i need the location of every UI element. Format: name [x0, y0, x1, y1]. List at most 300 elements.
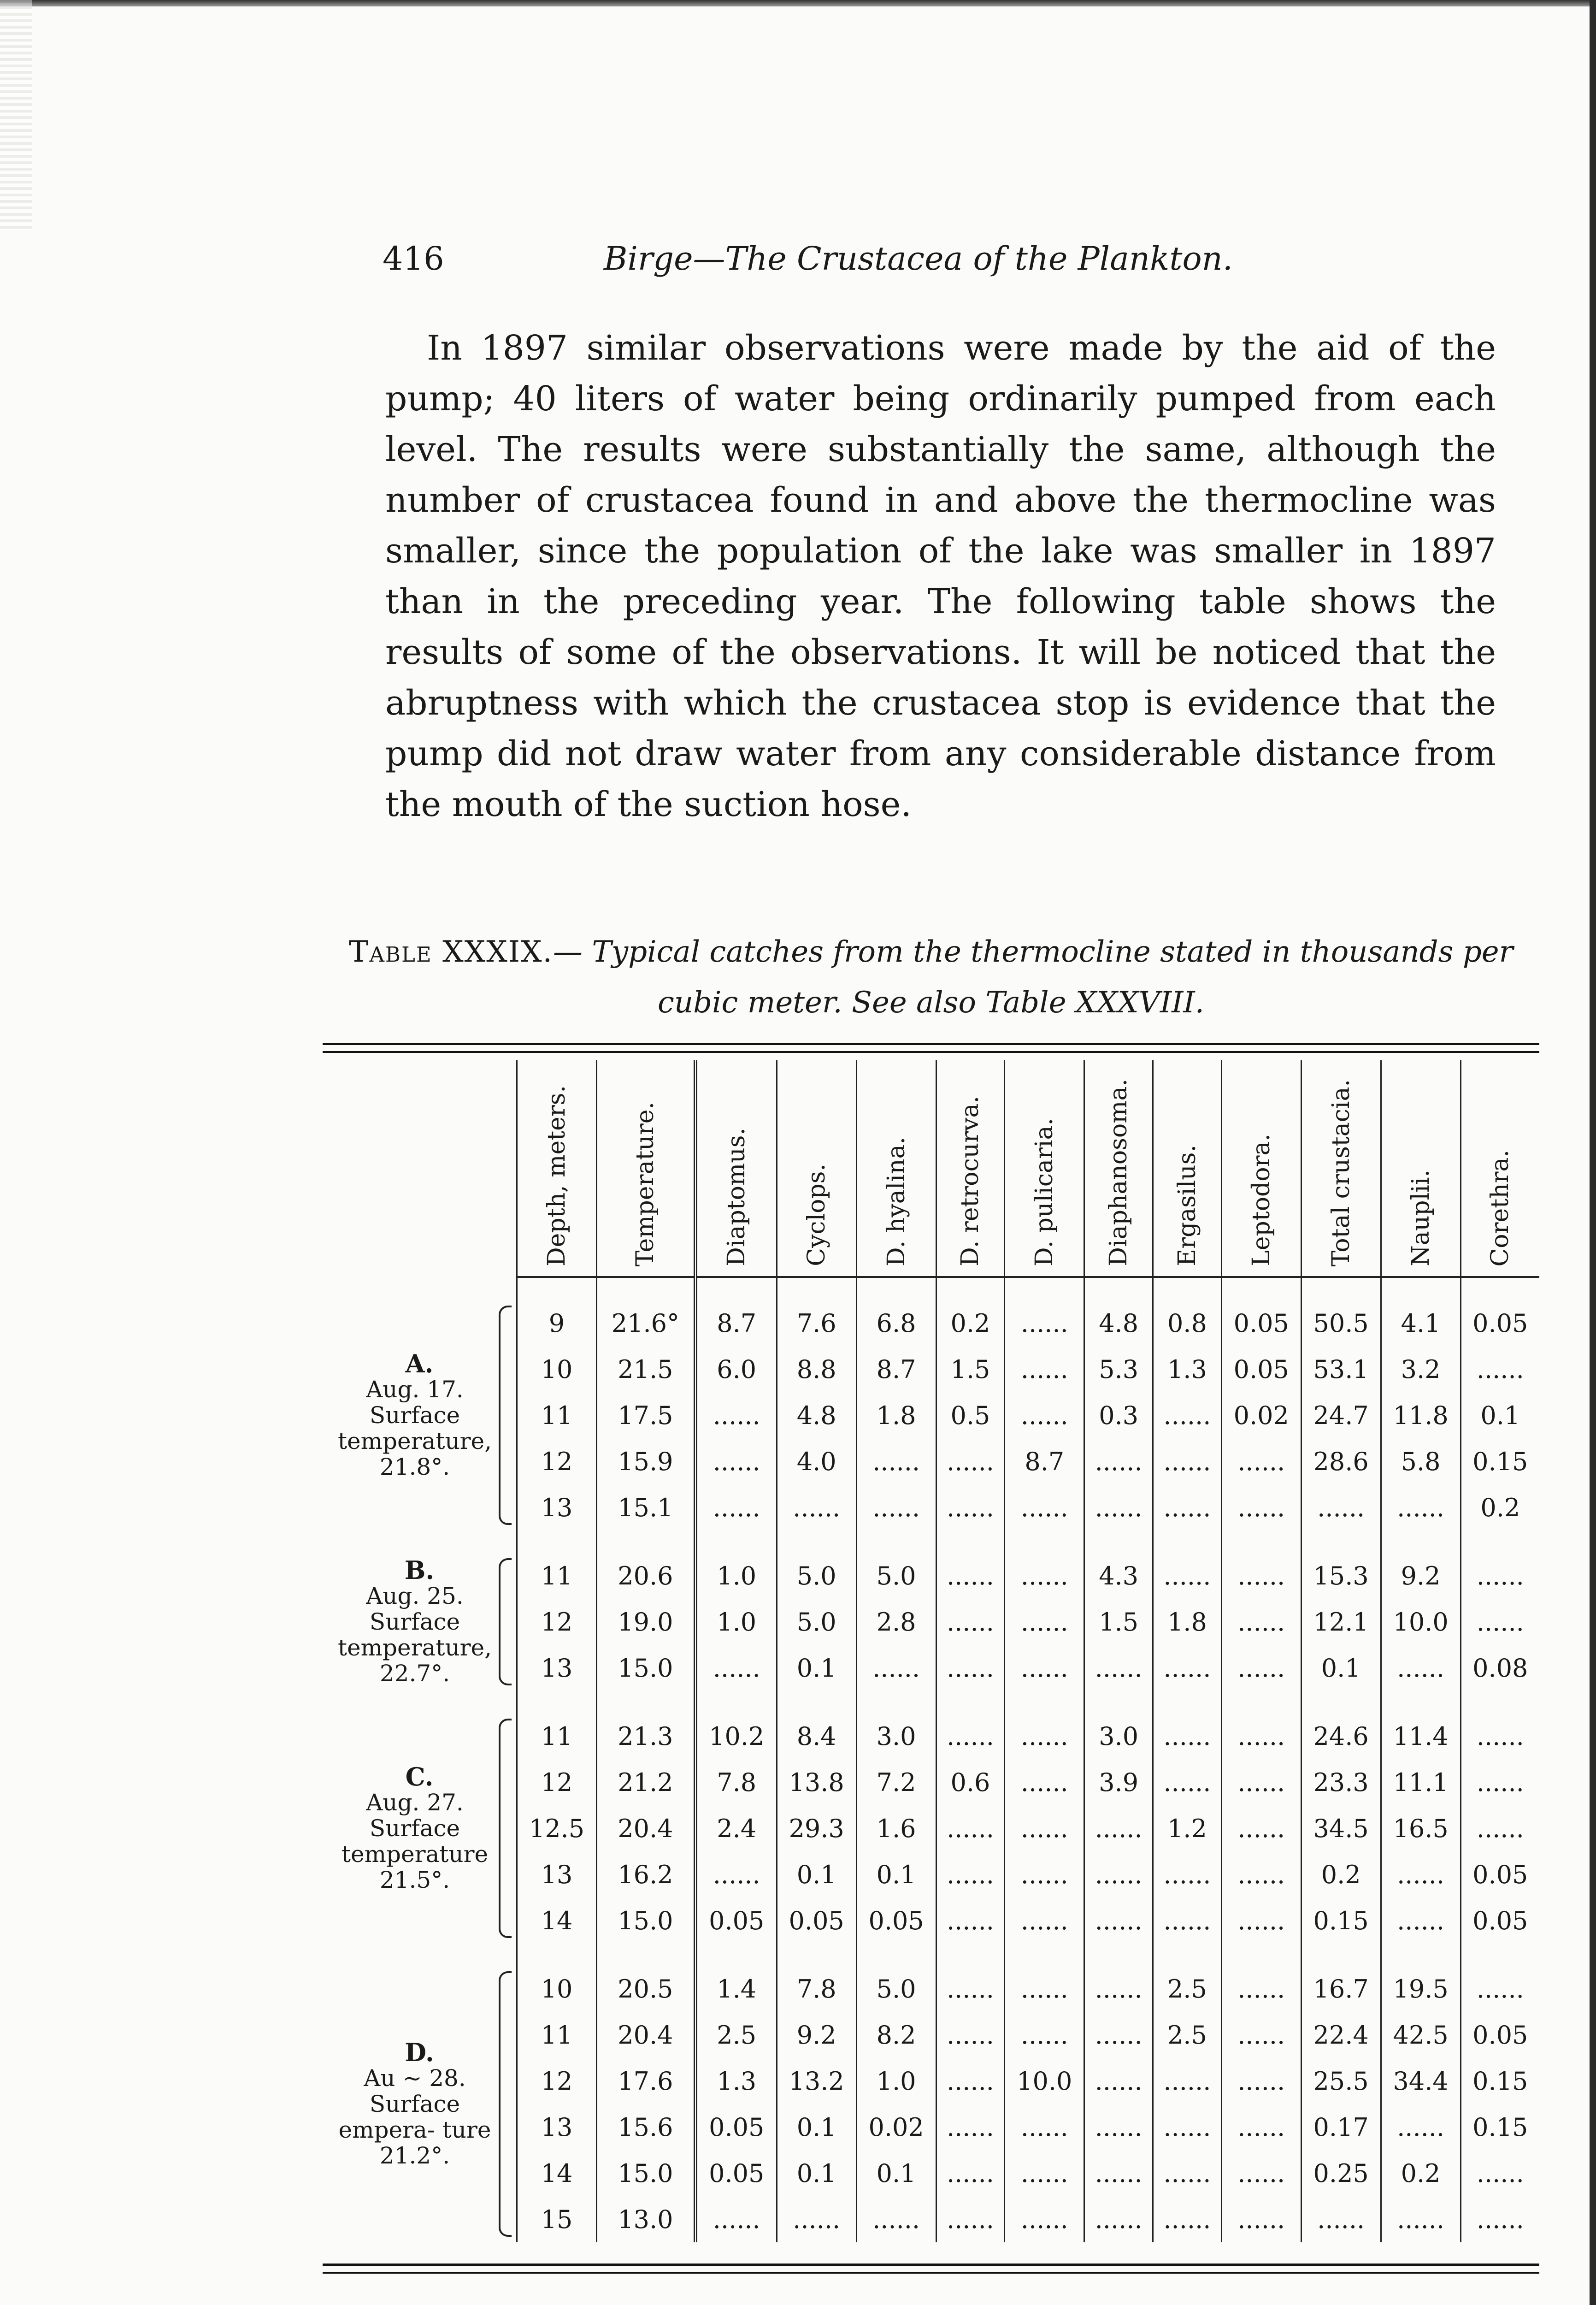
table-cell: ......: [1153, 1897, 1222, 1944]
table-cell: ......: [777, 1484, 856, 1531]
table-cell: ......: [1221, 1553, 1301, 1599]
table-cell: 12: [517, 1759, 597, 1805]
table-cell: ......: [1153, 1484, 1222, 1531]
table-cell: 0.1: [777, 2104, 856, 2150]
table-cell: ......: [936, 1645, 1005, 1691]
column-header-label: D. pulicaria.: [1031, 1117, 1059, 1266]
table-cell: ......: [1381, 2196, 1461, 2242]
table-cell: 0.1: [777, 1645, 856, 1691]
table-cell: ......: [1221, 2012, 1301, 2058]
caption-line2: cubic meter. See also Table XXXVIII.: [658, 986, 1204, 1020]
table-cell: 21.6°: [596, 1300, 695, 1346]
table-cell: 8.2: [856, 2012, 936, 2058]
table-cell: 12.1: [1301, 1599, 1381, 1645]
running-head: [383, 240, 1304, 281]
table-cell: ......: [936, 1851, 1005, 1897]
table-cell: 16.5: [1381, 1805, 1461, 1851]
table-cell: ......: [695, 1438, 777, 1484]
table-cell: ......: [936, 2150, 1005, 2196]
table-cell: ......: [1005, 2150, 1084, 2196]
table-cell: 10: [517, 1346, 597, 1392]
group-description: Au ~ 28. Surface empera- ture 21.2°.: [338, 2065, 491, 2169]
table-cell: ......: [695, 1484, 777, 1531]
scan-edge-left: [0, 0, 32, 230]
table-cell: 24.6: [1301, 1713, 1381, 1759]
group-label: [323, 1300, 517, 1531]
table-cell: 3.2: [1381, 1346, 1461, 1392]
table-cell: 20.6: [596, 1553, 695, 1599]
table-cell: 20.4: [596, 2012, 695, 2058]
table-cell: 8.4: [777, 1713, 856, 1759]
table-cell: 15.3: [1301, 1553, 1381, 1599]
column-header: [596, 1060, 695, 1277]
table-cell: 13: [517, 1645, 597, 1691]
table-cell: 13.8: [777, 1759, 856, 1805]
table-cell: 7.8: [777, 1966, 856, 2012]
table-cell: 1.3: [695, 2058, 777, 2104]
brace-icon: [499, 1719, 512, 1938]
table-cell: 15.0: [596, 1897, 695, 1944]
table-cell: ......: [1221, 2104, 1301, 2150]
table-cell: ......: [1221, 1484, 1301, 1531]
table-cell: ......: [695, 1645, 777, 1691]
table-cell: ......: [1084, 1484, 1153, 1531]
table-cell: 34.5: [1301, 1805, 1381, 1851]
table-cell: ......: [1221, 2058, 1301, 2104]
column-header-label: Total crustacia.: [1327, 1079, 1355, 1266]
table-cell: 0.05: [1461, 1897, 1539, 1944]
column-header: [1221, 1060, 1301, 1277]
table-cell: ......: [1084, 1966, 1153, 2012]
table-cell: 13.0: [596, 2196, 695, 2242]
table-cell: 7.6: [777, 1300, 856, 1346]
table-cell: ......: [1381, 1484, 1461, 1531]
table-cell: 1.2: [1153, 1805, 1222, 1851]
column-header-label: Corethra.: [1486, 1149, 1514, 1266]
column-header-label: Nauplii.: [1407, 1170, 1435, 1266]
table-cell: ......: [1153, 2058, 1222, 2104]
table-cell: 0.1: [777, 1851, 856, 1897]
table-cell: 0.25: [1301, 2150, 1381, 2196]
table-cell: 19.0: [596, 1599, 695, 1645]
table-cell: 7.2: [856, 1759, 936, 1805]
column-header-label: Diaptomus.: [723, 1128, 751, 1266]
table-cell: ......: [1153, 1392, 1222, 1438]
table-cell: ......: [1153, 1553, 1222, 1599]
table-cell: 11: [517, 1392, 597, 1438]
table-cell: 29.3: [777, 1805, 856, 1851]
table-cell: ......: [936, 2058, 1005, 2104]
caption-label: Table XXXIX.: [348, 935, 553, 969]
table-cell: 0.15: [1461, 2058, 1539, 2104]
column-header: [936, 1060, 1005, 1277]
brace-icon: [499, 1306, 512, 1525]
table-cell: ......: [1153, 2150, 1222, 2196]
column-header-label: Leptodora.: [1247, 1134, 1275, 1266]
table-cell: ......: [1301, 2196, 1381, 2242]
table-cell: 0.1: [777, 2150, 856, 2196]
table-cell: 12: [517, 1438, 597, 1484]
table-cell: 10.0: [1381, 1599, 1461, 1645]
table-cell: ......: [1153, 1713, 1222, 1759]
table-cell: 2.5: [1153, 2012, 1222, 2058]
table-cell: 21.5: [596, 1346, 695, 1392]
table-cell: 10: [517, 1966, 597, 2012]
column-header: [1461, 1060, 1539, 1277]
table-cell: 2.5: [695, 2012, 777, 2058]
table-cell: ......: [856, 2196, 936, 2242]
table-top-rule-1: [323, 1043, 1539, 1045]
table-cell: 0.05: [1461, 2012, 1539, 2058]
table-cell: 0.05: [856, 1897, 936, 1944]
table-cell: 10.0: [1005, 2058, 1084, 2104]
table-cell: 4.8: [1084, 1300, 1153, 1346]
table-cell: ......: [856, 1438, 936, 1484]
table-cell: ......: [1084, 2058, 1153, 2104]
table-cell: ......: [1084, 2012, 1153, 2058]
table-cell: 6.8: [856, 1300, 936, 1346]
table-cell: 24.7: [1301, 1392, 1381, 1438]
table-cell: ......: [1005, 1346, 1084, 1392]
table-cell: 28.6: [1301, 1438, 1381, 1484]
column-header: [695, 1060, 777, 1277]
table-cell: ......: [1005, 1645, 1084, 1691]
table-cell: 20.4: [596, 1805, 695, 1851]
table-cell: 0.2: [936, 1300, 1005, 1346]
page-number: 416: [383, 240, 444, 278]
table-cell: ......: [936, 1484, 1005, 1531]
table-cell: ......: [1005, 1484, 1084, 1531]
table-cell: ......: [1005, 1300, 1084, 1346]
table-cell: 0.05: [1221, 1346, 1301, 1392]
table-cell: 15: [517, 2196, 597, 2242]
table-cell: 9.2: [777, 2012, 856, 2058]
table-cell: 0.2: [1301, 1851, 1381, 1897]
table-cell: ......: [777, 2196, 856, 2242]
column-header-label: Depth, meters.: [542, 1085, 571, 1266]
table-cell: 13.2: [777, 2058, 856, 2104]
table-cell: ......: [695, 2196, 777, 2242]
table-cell: 11.4: [1381, 1713, 1461, 1759]
column-header: [777, 1060, 856, 1277]
table-cell: 8.7: [856, 1346, 936, 1392]
table-cell: ......: [1221, 1851, 1301, 1897]
table-cell: ......: [1084, 2104, 1153, 2150]
table-cell: 6.0: [695, 1346, 777, 1392]
table-cell: 0.02: [1221, 1392, 1301, 1438]
table-cell: 15.0: [596, 1645, 695, 1691]
table-cell: 25.5: [1301, 2058, 1381, 2104]
table-cell: ......: [1461, 1346, 1539, 1392]
table-cell: 5.3: [1084, 1346, 1153, 1392]
column-header-label: D. retrocurva.: [956, 1096, 984, 1266]
table-cell: ......: [856, 1645, 936, 1691]
table-cell: 7.8: [695, 1759, 777, 1805]
table-cell: ......: [1153, 2196, 1222, 2242]
table-cell: 1.6: [856, 1805, 936, 1851]
table-cell: ......: [936, 1805, 1005, 1851]
table-cell: ......: [1005, 2012, 1084, 2058]
table-cell: ......: [1005, 1897, 1084, 1944]
table-cell: ......: [1153, 1645, 1222, 1691]
table-cell: 20.5: [596, 1966, 695, 2012]
table-cell: 11: [517, 1713, 597, 1759]
table-cell: ......: [1461, 1599, 1539, 1645]
table-cell: 0.05: [695, 1897, 777, 1944]
table-cell: 1.4: [695, 1966, 777, 2012]
table-cell: 42.5: [1381, 2012, 1461, 2058]
table-cell: 11: [517, 1553, 597, 1599]
column-header-label: Temperature.: [631, 1101, 660, 1266]
table-cell: 12: [517, 1599, 597, 1645]
body-paragraph: In 1897 similar observations were made by the aid of the pump; 40 liters of water being ordinarily pumped from each level. The results were substantially the same, although the number of crustacea found in and above the thermocline was smaller, since the population of the lake was smaller in 1897 than in the preceding year. The following table shows the results of some of the observations. It will be noticed that the abruptness with which the crustacea stop is evidence that the pump did not draw water from any considerable distance from the mouth of the suction hose.: [385, 328, 1496, 824]
table-cell: ......: [1005, 1805, 1084, 1851]
table-cell: 0.1: [856, 2150, 936, 2196]
table-cell: 0.05: [1221, 1300, 1301, 1346]
table-cell: ......: [1381, 1897, 1461, 1944]
table-cell: ......: [1005, 1392, 1084, 1438]
table-cell: 0.05: [695, 2150, 777, 2196]
table-cell: ......: [1005, 2104, 1084, 2150]
table-body: [323, 1277, 1539, 2242]
table-cell: 12: [517, 2058, 597, 2104]
table-cell: 0.1: [1461, 1392, 1539, 1438]
table-header-row: [323, 1060, 1539, 1277]
table-cell: ......: [695, 1392, 777, 1438]
group-letter: B.: [404, 1555, 435, 1585]
table-cell: ......: [936, 2196, 1005, 2242]
table-cell: ......: [1221, 1759, 1301, 1805]
table-cell: 5.8: [1381, 1438, 1461, 1484]
brace-icon: [499, 1971, 512, 2237]
table-cell: ......: [1153, 1438, 1222, 1484]
table-cell: 16.7: [1301, 1966, 1381, 2012]
column-header: [1153, 1060, 1222, 1277]
table-cell: 3.9: [1084, 1759, 1153, 1805]
table-cell: 4.0: [777, 1438, 856, 1484]
table-cell: 0.8: [1153, 1300, 1222, 1346]
table-cell: ......: [1221, 1438, 1301, 1484]
table-cell: ......: [1301, 1484, 1381, 1531]
table-cell: 15.6: [596, 2104, 695, 2150]
column-header: [1084, 1060, 1153, 1277]
table-cell: 0.1: [1301, 1645, 1381, 1691]
table-cell: ......: [1221, 1897, 1301, 1944]
table-cell: ......: [1461, 2150, 1539, 2196]
spacer-row: [323, 1944, 1539, 1966]
caption-line1: — Typical catches from the thermocline stated in thousands per: [553, 935, 1514, 969]
table-cell: ......: [1221, 1805, 1301, 1851]
table-cell: 2.5: [1153, 1966, 1222, 2012]
table-cell: 1.0: [695, 1599, 777, 1645]
table-cell: ......: [1153, 2104, 1222, 2150]
table-cell: 0.05: [1461, 1851, 1539, 1897]
table-cell: 23.3: [1301, 1759, 1381, 1805]
table-cell: ......: [1221, 2196, 1301, 2242]
table-cell: ......: [1153, 1851, 1222, 1897]
spacer-row: [323, 1531, 1539, 1553]
table-cell: 5.0: [777, 1599, 856, 1645]
table-cell: 0.05: [777, 1897, 856, 1944]
table-top-rule-2: [323, 1051, 1539, 1053]
group-label: [323, 1966, 517, 2242]
column-header: [517, 1060, 597, 1277]
table-cell: 0.15: [1301, 1897, 1381, 1944]
scan-edge-right: [1590, 0, 1596, 2305]
table-cell: ......: [936, 1553, 1005, 1599]
table-cell: ......: [936, 1599, 1005, 1645]
table-cell: ......: [1005, 1599, 1084, 1645]
column-header-label: Cyclops.: [802, 1164, 830, 1266]
table-cell: 11.1: [1381, 1759, 1461, 1805]
table-cell: ......: [1005, 1851, 1084, 1897]
column-header-label: D. hyalina.: [882, 1136, 910, 1266]
column-header: [1005, 1060, 1084, 1277]
table-cell: 22.4: [1301, 2012, 1381, 2058]
table-cell: 1.5: [1084, 1599, 1153, 1645]
table-cell: 14: [517, 1897, 597, 1944]
table-cell: 2.8: [856, 1599, 936, 1645]
table-cell: 11.8: [1381, 1392, 1461, 1438]
group-letter: C.: [405, 1762, 434, 1791]
table-cell: 0.15: [1461, 2104, 1539, 2150]
table-cell: 1.0: [695, 1553, 777, 1599]
table-cell: 5.0: [777, 1553, 856, 1599]
column-header-label: Ergasilus.: [1173, 1145, 1201, 1266]
table-cell: ......: [1005, 1553, 1084, 1599]
column-header: [1301, 1060, 1381, 1277]
spacer-row: [323, 1277, 1539, 1300]
table-bottom-rule-2: [323, 2272, 1539, 2274]
table-cell: ......: [1381, 2104, 1461, 2150]
scan-edge-top: [0, 0, 1596, 6]
table-cell: ......: [1084, 1645, 1153, 1691]
spacer-row: [323, 1691, 1539, 1713]
group-letter: A.: [405, 1349, 434, 1378]
table-cell: ......: [1461, 1759, 1539, 1805]
table-cell: 5.0: [856, 1966, 936, 2012]
table-cell: ......: [1153, 1759, 1222, 1805]
table-cell: ......: [1005, 1966, 1084, 2012]
table-cell: ......: [1381, 1851, 1461, 1897]
table-cell: 5.0: [856, 1553, 936, 1599]
table-cell: ......: [1084, 2150, 1153, 2196]
table-cell: ......: [936, 1966, 1005, 2012]
table-cell: 0.3: [1084, 1392, 1153, 1438]
table-cell: 4.8: [777, 1392, 856, 1438]
table-row: [323, 1713, 1539, 1759]
table-cell: ......: [1005, 1759, 1084, 1805]
table-cell: 8.7: [1005, 1438, 1084, 1484]
group-label: [323, 1713, 517, 1944]
table-cell: 1.3: [1153, 1346, 1222, 1392]
table-cell: 17.6: [596, 2058, 695, 2104]
table-cell: 1.0: [856, 2058, 936, 2104]
table-cell: ......: [1005, 2196, 1084, 2242]
table-cell: 0.05: [1461, 1300, 1539, 1346]
table-cell: 13: [517, 2104, 597, 2150]
table-cell: 8.8: [777, 1346, 856, 1392]
column-header: [856, 1060, 936, 1277]
table-cell: 9: [517, 1300, 597, 1346]
group-description: Aug. 25. Surface temperature, 22.7°.: [337, 1583, 492, 1687]
table-cell: 50.5: [1301, 1300, 1381, 1346]
table-row: [323, 1553, 1539, 1599]
table-cell: 11: [517, 2012, 597, 2058]
table-cell: 21.2: [596, 1759, 695, 1805]
table-cell: ......: [1221, 1599, 1301, 1645]
table-cell: 0.15: [1461, 1438, 1539, 1484]
group-description: Aug. 27. Surface temperature 21.5°.: [341, 1789, 489, 1893]
table-cell: ......: [1221, 1713, 1301, 1759]
table-row: [323, 1300, 1539, 1346]
table-cell: 0.05: [695, 2104, 777, 2150]
group-header: [323, 1060, 517, 1277]
table-cell: ......: [1005, 1713, 1084, 1759]
table-cell: 1.8: [856, 1392, 936, 1438]
table-cell: ......: [1381, 1645, 1461, 1691]
table-cell: 3.0: [1084, 1713, 1153, 1759]
table-cell: ......: [1461, 1805, 1539, 1851]
table-cell: ......: [1221, 2150, 1301, 2196]
table-cell: ......: [1461, 1713, 1539, 1759]
table-cell: 4.1: [1381, 1300, 1461, 1346]
table-cell: 19.5: [1381, 1966, 1461, 2012]
table-cell: 9.2: [1381, 1553, 1461, 1599]
table-cell: ......: [1084, 1438, 1153, 1484]
table-cell: 17.5: [596, 1392, 695, 1438]
group-label: [323, 1553, 517, 1691]
table-cell: 1.5: [936, 1346, 1005, 1392]
table-cell: 34.4: [1381, 2058, 1461, 2104]
table-cell: ......: [1461, 2196, 1539, 2242]
table-cell: 4.3: [1084, 1553, 1153, 1599]
group-description: Aug. 17. Surface temperature, 21.8°.: [337, 1376, 492, 1480]
table-cell: ......: [1461, 1553, 1539, 1599]
table-cell: 21.3: [596, 1713, 695, 1759]
table-cell: ......: [936, 1438, 1005, 1484]
table-cell: 3.0: [856, 1713, 936, 1759]
table-cell: ......: [1221, 1966, 1301, 2012]
table-cell: ......: [1221, 1645, 1301, 1691]
table-cell: 0.02: [856, 2104, 936, 2150]
table-caption: [323, 927, 1539, 1028]
table-cell: ......: [1084, 1805, 1153, 1851]
table-cell: ......: [856, 1484, 936, 1531]
table-cell: 0.5: [936, 1392, 1005, 1438]
table-cell: 15.9: [596, 1438, 695, 1484]
table-cell: ......: [936, 2104, 1005, 2150]
table-row: [323, 1966, 1539, 2012]
table-cell: 0.2: [1461, 1484, 1539, 1531]
table-cell: ......: [1084, 1851, 1153, 1897]
table-cell: ......: [1084, 1897, 1153, 1944]
table-cell: 13: [517, 1851, 597, 1897]
table-cell: ......: [936, 2012, 1005, 2058]
table-cell: 10.2: [695, 1713, 777, 1759]
table-cell: 2.4: [695, 1805, 777, 1851]
group-letter: D.: [405, 2038, 434, 2067]
table-cell: 12.5: [517, 1805, 597, 1851]
table-cell: 13: [517, 1484, 597, 1531]
table-cell: 16.2: [596, 1851, 695, 1897]
table-cell: 0.6: [936, 1759, 1005, 1805]
table-cell: 15.1: [596, 1484, 695, 1531]
table-cell: ......: [936, 1897, 1005, 1944]
table-cell: 15.0: [596, 2150, 695, 2196]
table-cell: 0.17: [1301, 2104, 1381, 2150]
table-cell: ......: [1084, 2196, 1153, 2242]
